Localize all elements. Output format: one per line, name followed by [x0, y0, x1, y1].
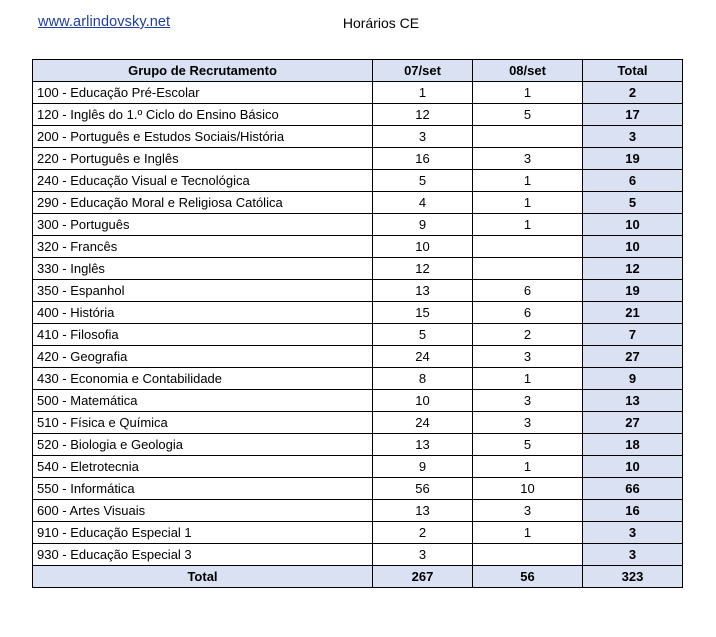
table-row: [33, 478, 683, 500]
column-header-07set: 07/set: [373, 60, 473, 82]
footer-label: Total: [33, 566, 373, 588]
cell-total: 12: [583, 258, 683, 280]
cell-08set: 10: [473, 478, 583, 500]
cell-08set: [473, 236, 583, 258]
cell-08set: 6: [473, 280, 583, 302]
cell-total: 27: [583, 412, 683, 434]
cell-07set: 10: [373, 390, 473, 412]
cell-total: 13: [583, 390, 683, 412]
cell-08set: 3: [473, 390, 583, 412]
cell-total: 9: [583, 368, 683, 390]
cell-total: 3: [583, 522, 683, 544]
table-footer-row: [33, 566, 683, 588]
cell-07set: 13: [373, 500, 473, 522]
cell-07set: 13: [373, 434, 473, 456]
recruitment-groups-table: [32, 59, 683, 588]
cell-08set: 1: [473, 192, 583, 214]
cell-total: 18: [583, 434, 683, 456]
column-header-08set: 08/set: [473, 60, 583, 82]
cell-group: 300 - Português: [33, 214, 373, 236]
cell-group: 600 - Artes Visuais: [33, 500, 373, 522]
cell-group: 910 - Educação Especial 1: [33, 522, 373, 544]
cell-total: 19: [583, 280, 683, 302]
cell-08set: 2: [473, 324, 583, 346]
cell-08set: [473, 544, 583, 566]
column-header-group: Grupo de Recrutamento: [33, 60, 373, 82]
page-title: Horários CE: [342, 15, 420, 31]
site-link[interactable]: www.arlindovsky.net: [38, 14, 171, 30]
cell-07set: 4: [373, 192, 473, 214]
cell-07set: 10: [373, 236, 473, 258]
cell-total: 10: [583, 456, 683, 478]
cell-08set: 1: [473, 456, 583, 478]
cell-07set: 3: [373, 126, 473, 148]
cell-07set: 9: [373, 456, 473, 478]
table-row: [33, 324, 683, 346]
table-row: [33, 236, 683, 258]
cell-08set: 6: [473, 302, 583, 324]
cell-group: 500 - Matemática: [33, 390, 373, 412]
cell-total: 3: [583, 126, 683, 148]
cell-07set: 5: [373, 324, 473, 346]
cell-07set: 56: [373, 478, 473, 500]
cell-total: 19: [583, 148, 683, 170]
cell-08set: [473, 126, 583, 148]
cell-group: 220 - Português e Inglês: [33, 148, 373, 170]
cell-total: 7: [583, 324, 683, 346]
cell-total: 66: [583, 478, 683, 500]
table-row: [33, 126, 683, 148]
cell-group: 320 - Francês: [33, 236, 373, 258]
cell-07set: 15: [373, 302, 473, 324]
cell-08set: [473, 258, 583, 280]
cell-group: 410 - Filosofia: [33, 324, 373, 346]
cell-total: 21: [583, 302, 683, 324]
cell-total: 3: [583, 544, 683, 566]
table-row: [33, 456, 683, 478]
cell-group: 330 - Inglês: [33, 258, 373, 280]
table-row: [33, 434, 683, 456]
cell-07set: 13: [373, 280, 473, 302]
table-row: [33, 412, 683, 434]
table-header: [33, 60, 683, 82]
cell-08set: 1: [473, 82, 583, 104]
cell-group: 420 - Geografia: [33, 346, 373, 368]
cell-07set: 3: [373, 544, 473, 566]
cell-total: 5: [583, 192, 683, 214]
cell-group: 430 - Economia e Contabilidade: [33, 368, 373, 390]
table-row: [33, 104, 683, 126]
cell-total: 6: [583, 170, 683, 192]
table-row: [33, 500, 683, 522]
cell-07set: 12: [373, 104, 473, 126]
cell-08set: 1: [473, 214, 583, 236]
table-row: [33, 544, 683, 566]
table-row: [33, 214, 683, 236]
table-row: [33, 522, 683, 544]
cell-08set: 3: [473, 412, 583, 434]
cell-07set: 1: [373, 82, 473, 104]
table-row: [33, 302, 683, 324]
cell-08set: 1: [473, 170, 583, 192]
cell-group: 120 - Inglês do 1.º Ciclo do Ensino Básico: [33, 104, 373, 126]
table-row: [33, 192, 683, 214]
cell-07set: 5: [373, 170, 473, 192]
table-row: [33, 258, 683, 280]
cell-group: 240 - Educação Visual e Tecnológica: [33, 170, 373, 192]
table-row: [33, 148, 683, 170]
cell-total: 27: [583, 346, 683, 368]
cell-07set: 12: [373, 258, 473, 280]
cell-07set: 8: [373, 368, 473, 390]
cell-07set: 24: [373, 412, 473, 434]
cell-group: 400 - História: [33, 302, 373, 324]
cell-group: 350 - Espanhol: [33, 280, 373, 302]
table-row: [33, 390, 683, 412]
cell-07set: 2: [373, 522, 473, 544]
cell-08set: 1: [473, 368, 583, 390]
column-header-total: Total: [583, 60, 683, 82]
footer-total: 323: [583, 566, 683, 588]
cell-08set: 3: [473, 346, 583, 368]
cell-group: 290 - Educação Moral e Religiosa Católica: [33, 192, 373, 214]
cell-07set: 16: [373, 148, 473, 170]
cell-08set: 3: [473, 148, 583, 170]
table-body: [33, 82, 683, 588]
cell-total: 17: [583, 104, 683, 126]
cell-07set: 9: [373, 214, 473, 236]
cell-group: 510 - Física e Química: [33, 412, 373, 434]
cell-group: 100 - Educação Pré-Escolar: [33, 82, 373, 104]
table-row: [33, 170, 683, 192]
page-header: [0, 14, 716, 38]
cell-total: 10: [583, 214, 683, 236]
cell-total: 2: [583, 82, 683, 104]
table-header-row: [33, 60, 683, 82]
cell-total: 10: [583, 236, 683, 258]
cell-08set: 1: [473, 522, 583, 544]
table-row: [33, 368, 683, 390]
cell-group: 930 - Educação Especial 3: [33, 544, 373, 566]
cell-08set: 5: [473, 104, 583, 126]
cell-group: 540 - Eletrotecnia: [33, 456, 373, 478]
footer-08set: 56: [473, 566, 583, 588]
cell-08set: 5: [473, 434, 583, 456]
cell-08set: 3: [473, 500, 583, 522]
table-row: [33, 346, 683, 368]
table-row: [33, 280, 683, 302]
cell-group: 200 - Português e Estudos Sociais/História: [33, 126, 373, 148]
table-row: [33, 82, 683, 104]
footer-07set: 267: [373, 566, 473, 588]
cell-group: 520 - Biologia e Geologia: [33, 434, 373, 456]
cell-07set: 24: [373, 346, 473, 368]
cell-total: 16: [583, 500, 683, 522]
cell-group: 550 - Informática: [33, 478, 373, 500]
